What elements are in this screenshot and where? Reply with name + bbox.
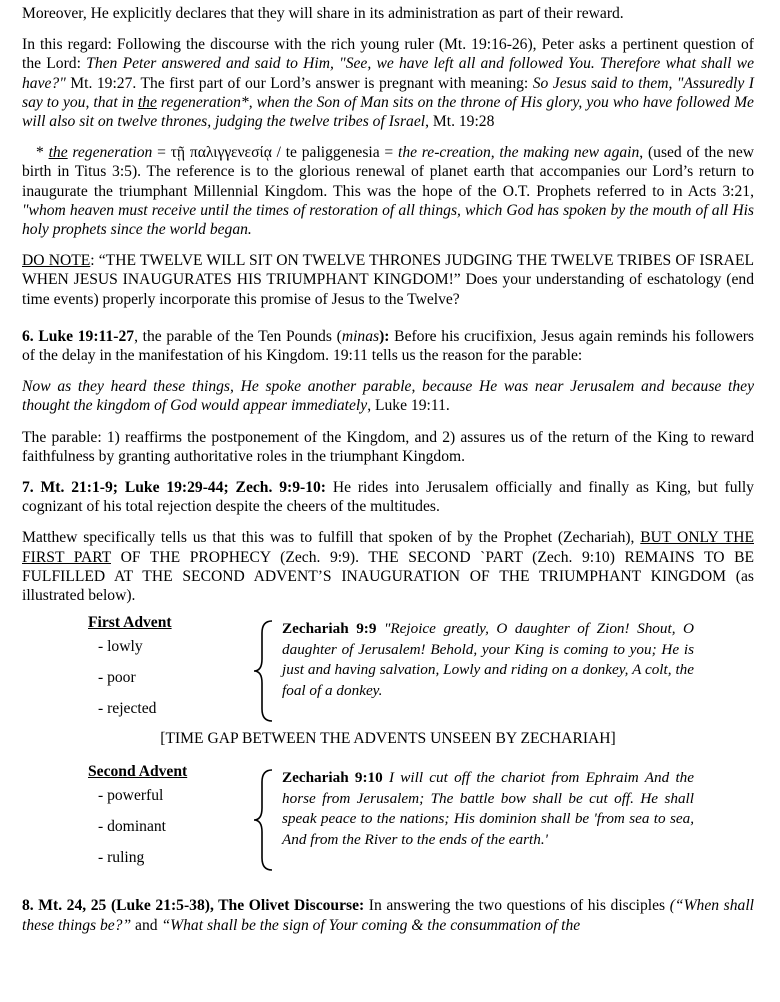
list-item: - dominant [98, 818, 166, 836]
document-page [22, 4, 754, 947]
footnote-regeneration: * the regeneration = τῇ παλιγγενεσίᾳ / te paliggenesia = the re-creation, the making new again, (used of the new birth in Titus 3:5). The reference is to the glorious renewal of planet earth that accompanies our Lord’s return to inaugurate the triumphant Millennial Kingdom. This was the hope of the O.T. Prophets referred to in Acts 3:21, "whom heaven must receive until the times of restoration of all things, which God has spoken by the mouth of all His holy prophets since the world began. [22, 144, 755, 239]
section-7-heading: 7. Mt. 21:1-9; Luke 19:29-44; Zech. 9:9-10: He rides into Jerusalem officially and finally as King, but fully cognizant of his total rejection despite the cheers of the multitudes. [22, 479, 754, 516]
quote-mt-19-28: regeneration*, when the Son of Man sits on the throne of His glory, you who have followed Me will also sit on twelve thrones, judging the twelve tribes of Israel [22, 93, 754, 131]
quote-luke-19-11: Now as they heard these things, He spoke another parable, because He was near Jerusalem and because they thought the kingdom of God would appear immediately, Luke 19:11. [22, 378, 754, 415]
paragraph-administration: Moreover, He explicitly declares that they will share in its administration as part of their reward. [22, 5, 624, 22]
list-item: - lowly [98, 638, 143, 656]
second-advent-list [88, 762, 248, 879]
quote-mt-19-27: Then Peter answered and said to Him, "See, we have left all and followed You. Therefore what shall we have?" [22, 55, 754, 92]
curly-brace-icon [252, 619, 278, 723]
paragraph-do-note: DO NOTE: “THE TWELVE WILL SIT ON TWELVE THRONES JUDGING THE TWELVE TRIBES OF ISRAEL WHEN JESUS INAUGURATES HIS TRIUMPHANT KINGDOM!” Does your understanding of eschatology (end time events) properly incorporate this promise of Jesus to the Twelve? [22, 252, 754, 308]
list-item: - ruling [98, 849, 145, 867]
paragraph-parable: The parable: 1) reaffirms the postponement of the Kingdom, and 2) assures us of the return of the King to reward faithfulness by granting authoritative roles in the triumphant Kingdom. [22, 428, 754, 465]
second-advent-block [22, 762, 754, 882]
do-note-label: DO NOTE [22, 252, 91, 270]
curly-brace-icon [252, 768, 278, 872]
section-6-heading: 6. Luke 19:11-27, the parable of the Ten Pounds (minas): Before his crucifixion, Jesus again reminds his followers of the delay in the manifestation of his Kingdom. 19:11 tells us the reason for the parable: [22, 327, 754, 365]
list-item: - powerful [98, 787, 164, 805]
first-advent-block [22, 613, 754, 725]
quote-acts-3-21: "whom heaven must receive until the times of restoration of all things, which God has spoken by the mouth of all His holy prophets since the world began. [22, 201, 754, 239]
second-advent-heading: Second Advent [88, 763, 188, 781]
first-advent-heading: First Advent [88, 614, 172, 632]
section-8-heading: 8. Mt. 24, 25 (Luke 21:5-38), The Olivet Discourse: In answering the two questions of his disciples (“When shall these things be?” and “What shall be the sign of Your coming & the consummation of the [22, 897, 754, 934]
list-item: - rejected [98, 700, 157, 718]
zechariah-9-9-quote: Zechariah 9:9 "Rejoice greatly, O daughter of Zion! Shout, O daughter of Jerusalem! Behold, your King is coming to you; He is just and having salvation, Lowly and riding on a donkey, A colt, the foal of a donkey. [282, 620, 695, 699]
paragraph-matthew-fulfill: Matthew specifically tells us that this was to fulfill that spoken of by the Prophet (Zechariah), BUT ONLY THE FIRST PART OF THE PROPHECY (Zech. 9:9). THE SECOND `PART (Zech. 9:10) REMAINS TO BE FULFILLED AT THE SECOND ADVENT’S INAUGURATION OF THE TRIUMPHANT KINGDOM (as illustrated below). [22, 529, 755, 605]
paragraph-peter-question: In this regard: Following the discourse with the rich young ruler (Mt. 19:16-26), Peter asks a pertinent question of the Lord: Then Peter answered and said to Him, "See, we have left all and followed You. Therefore what shall we have?" Mt. 19:27. The first part of our Lord’s answer is pregnant with meaning: So Jesus said to them, "Assuredly I say to you, that in the regeneration*, when the Son of Man sits on the throne of His glory, you who have followed Me will also sit on twelve thrones, judging the twelve tribes of Israel, Mt. 19:28 [22, 36, 754, 131]
zechariah-9-10-quote: Zechariah 9:10 I will cut off the chariot from Ephraim And the horse from Jerusalem; The battle bow shall be cut off. He shall speak peace to the nations; His dominion shall be 'from sea to sea, And from the River to the ends of the earth.' [282, 769, 694, 848]
first-advent-list [88, 613, 248, 730]
list-item: - poor [98, 669, 136, 687]
time-gap-label: [TIME GAP BETWEEN THE ADVENTS UNSEEN BY ZECHARIAH] [160, 730, 616, 748]
